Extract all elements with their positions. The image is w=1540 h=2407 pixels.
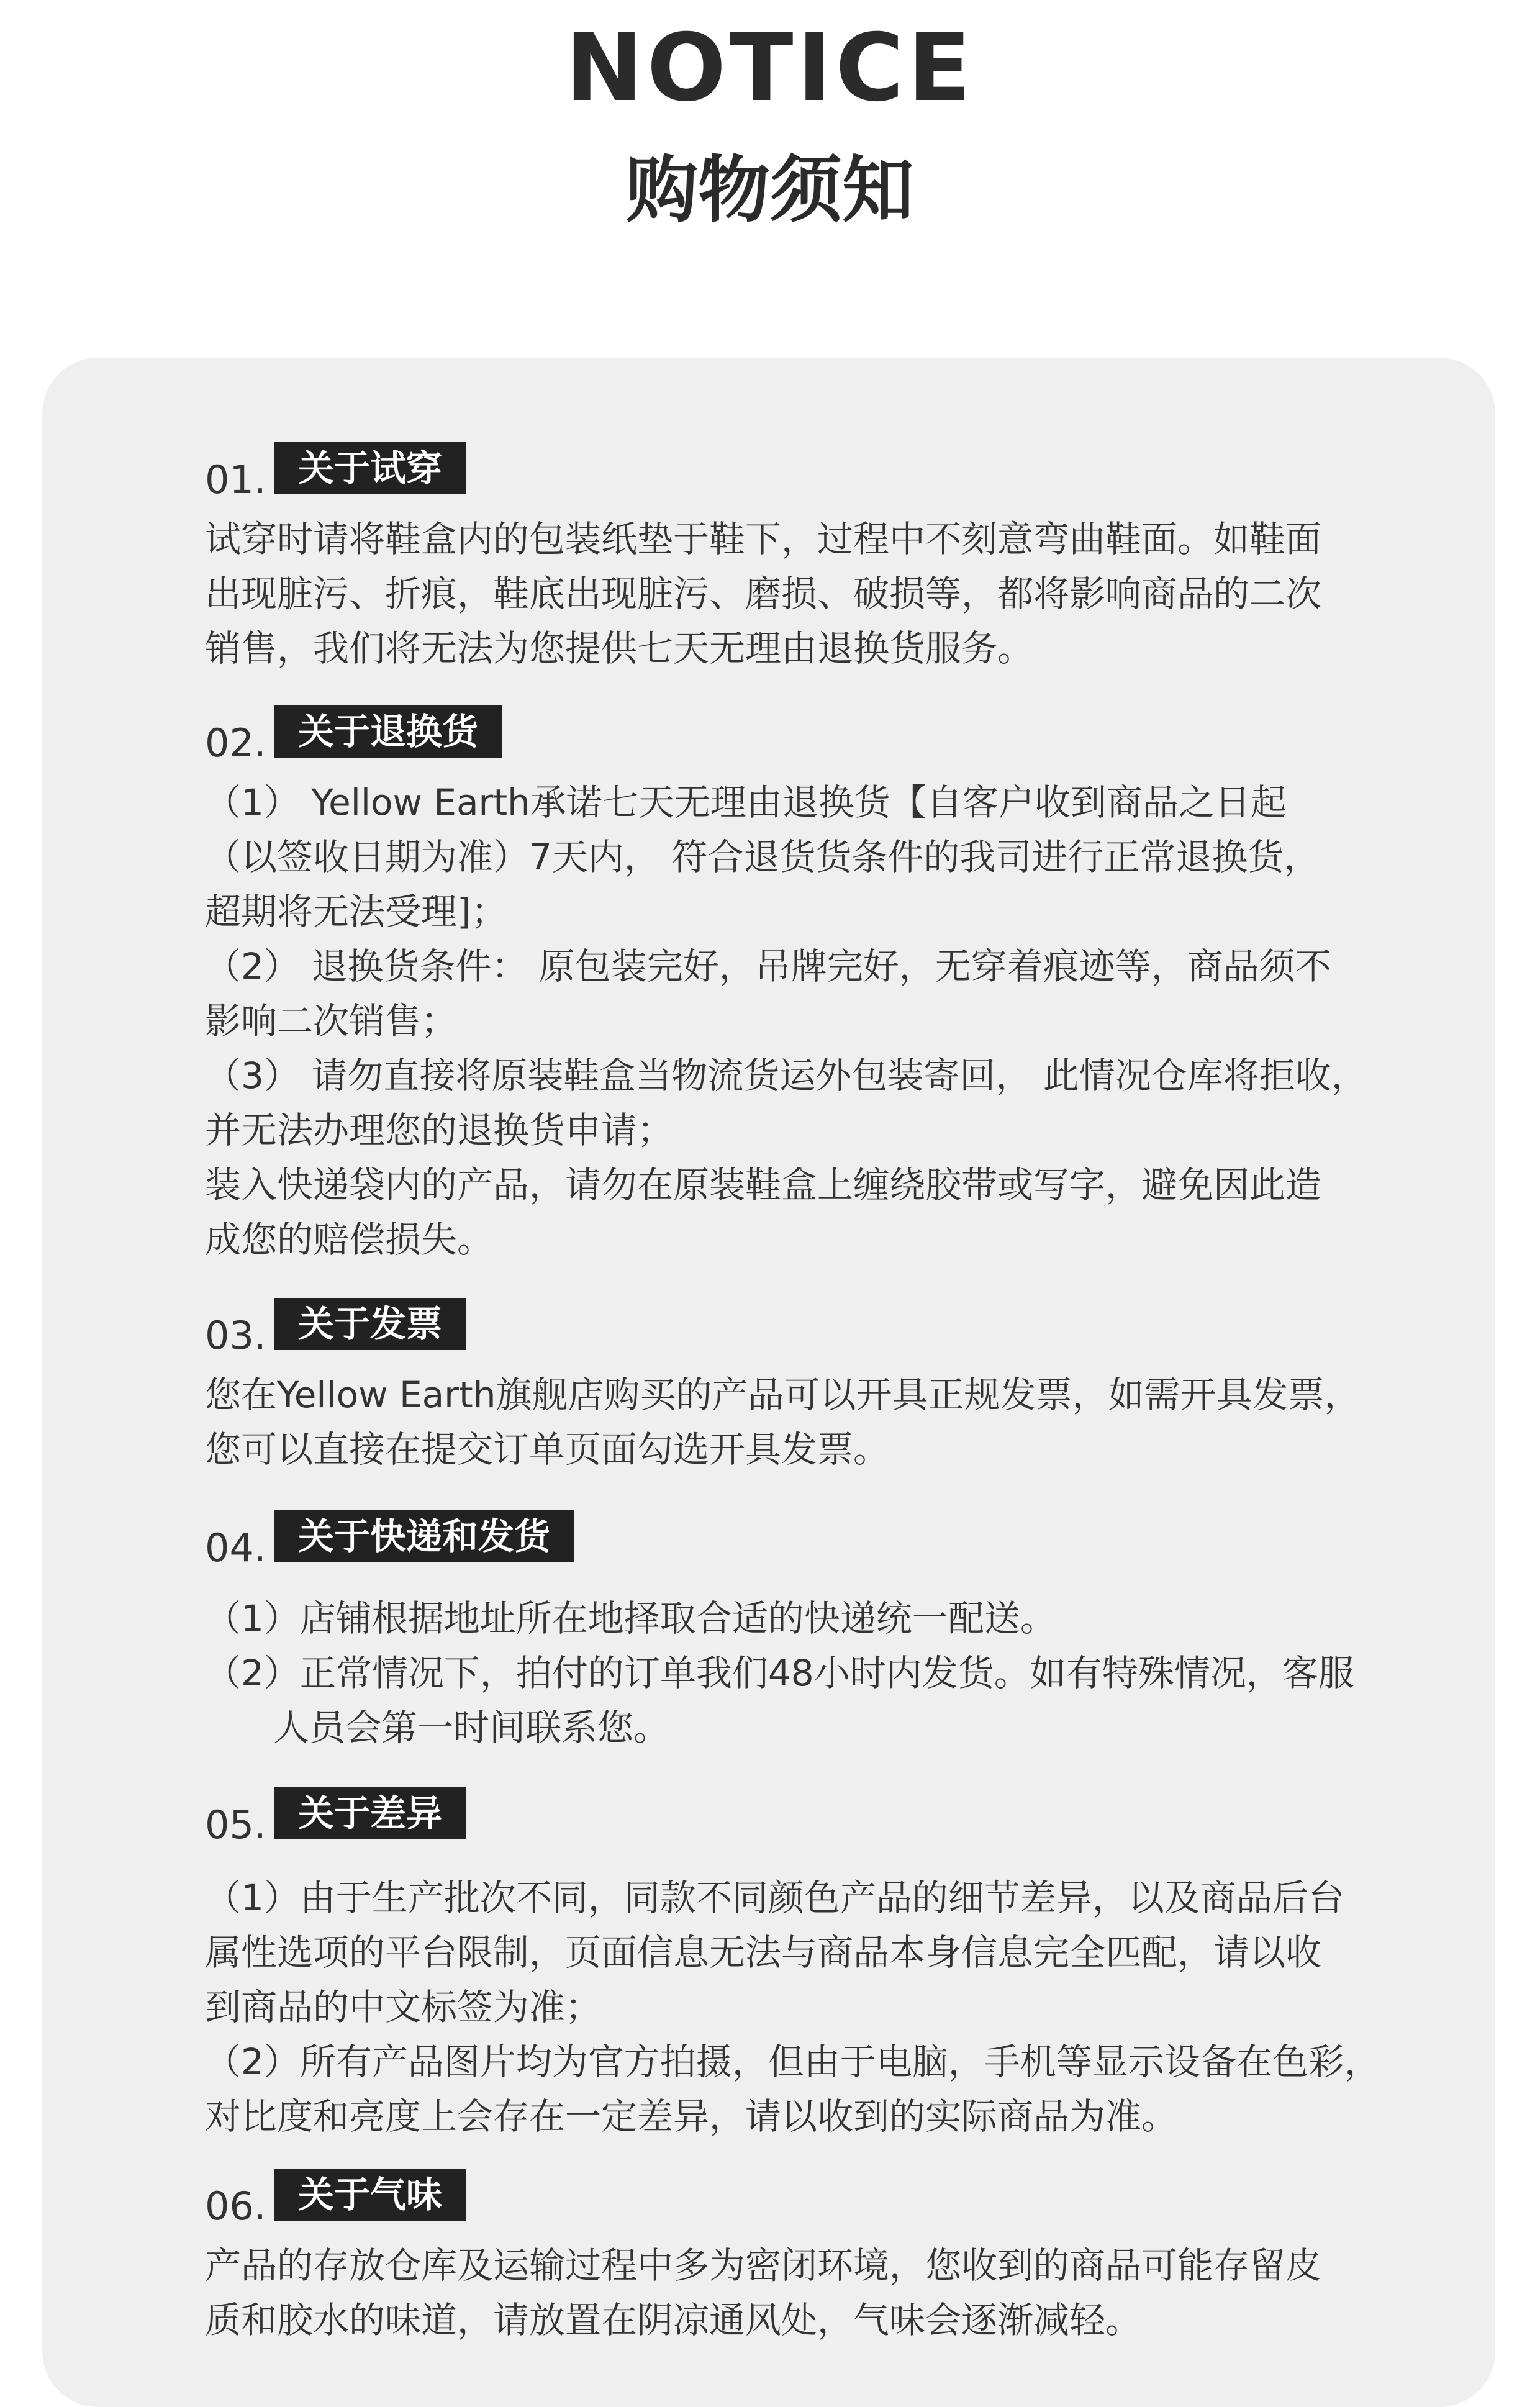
section-line: 您可以直接在提交订单页面勾选开具发票。 xyxy=(205,1428,890,1471)
section-line: （1） Yellow Earth承诺七天无理由退换货【自客户收到商品之日起 xyxy=(205,781,1287,823)
section-odor xyxy=(205,2169,1385,2347)
section-body xyxy=(205,1591,1385,1755)
section-line: 产品的存放仓库及运输过程中多为密闭环境，您收到的商品可能存留皮 xyxy=(205,2244,1322,2287)
section-title-tag: 关于退换货 xyxy=(274,705,502,758)
section-line: 影响二次销售； xyxy=(205,1000,458,1042)
section-heading xyxy=(205,705,1385,766)
section-title-tag: 关于差异 xyxy=(274,1787,466,1839)
section-body xyxy=(205,1367,1385,1477)
section-line: 质和胶水的味道，请放置在阴凉通风处，气味会逐渐减轻。 xyxy=(205,2299,1142,2341)
section-line: 成您的赔偿损失。 xyxy=(205,1218,494,1261)
section-number: 05. xyxy=(205,1802,266,1847)
section-fitting xyxy=(205,442,1385,676)
section-body xyxy=(205,512,1385,676)
section-line: （以签收日期为准）7天内， 符合退货货条件的我司进行正常退换货， xyxy=(205,836,1320,878)
section-line: （1）店铺根据地址所在地择取合适的快递统一配送。 xyxy=(205,1597,1056,1639)
section-heading xyxy=(205,1298,1385,1358)
section-line: （1）由于生产批次不同，同款不同颜色产品的细节差异，以及商品后台 xyxy=(205,1877,1344,1919)
section-title-tag: 关于快递和发货 xyxy=(274,1510,574,1562)
page-title-en: NOTICE xyxy=(565,14,975,122)
section-heading xyxy=(205,2169,1385,2229)
section-invoice xyxy=(205,1298,1385,1477)
section-line: 并无法办理您的退换货申请； xyxy=(205,1109,674,1151)
section-number: 01. xyxy=(205,457,266,502)
section-heading xyxy=(205,442,1385,502)
section-line: （3） 请勿直接将原装鞋盒当物流货运外包装寄回， 此情况仓库将拒收， xyxy=(205,1054,1367,1097)
section-line: 装入快递袋内的产品，请勿在原装鞋盒上缠绕胶带或写字，避免因此造 xyxy=(205,1164,1322,1206)
section-line: 属性选项的平台限制，页面信息无法与商品本身信息完全匹配，请以收 xyxy=(205,1931,1322,1974)
section-line: （2）正常情况下，拍付的订单我们48小时内发货。如有特殊情况，客服 xyxy=(205,1652,1354,1694)
section-heading xyxy=(205,1787,1385,1847)
section-shipping xyxy=(205,1510,1385,1755)
section-line: （2） 退换货条件： 原包装完好，吊牌完好，无穿着痕迹等，商品须不 xyxy=(205,945,1331,987)
section-body xyxy=(205,775,1385,1267)
section-number: 04. xyxy=(205,1525,266,1571)
section-heading xyxy=(205,1510,1385,1571)
section-differences xyxy=(205,1787,1385,2144)
section-title-tag: 关于气味 xyxy=(274,2169,466,2221)
section-number: 03. xyxy=(205,1313,266,1358)
section-body xyxy=(205,1870,1385,2144)
section-number: 06. xyxy=(205,2183,266,2229)
section-line: （2）所有产品图片均为官方拍摄，但由于电脑，手机等显示设备在色彩， xyxy=(205,2041,1380,2083)
section-body xyxy=(205,2238,1385,2347)
section-line: 出现脏污、折痕，鞋底出现脏污、磨损、破损等，都将影响商品的二次 xyxy=(205,573,1322,615)
section-line: 试穿时请将鞋盒内的包装纸垫于鞋下，过程中不刻意弯曲鞋面。如鞋面 xyxy=(205,518,1322,560)
section-line: 对比度和亮度上会存在一定差异，请以收到的实际商品为准。 xyxy=(205,2095,1178,2137)
section-line: 到商品的中文标签为准； xyxy=(205,1986,602,2028)
section-number: 02. xyxy=(205,720,266,766)
section-returns xyxy=(205,705,1385,1267)
section-line: 您在Yellow Earth旗舰店购买的产品可以开具正规发票，如需开具发票， xyxy=(205,1374,1361,1416)
section-title-tag: 关于发票 xyxy=(274,1298,466,1350)
section-line: 销售，我们将无法为您提供七天无理由退换货服务。 xyxy=(205,627,1034,669)
section-line: 人员会第一时间联系您。 xyxy=(273,1707,670,1749)
section-line: 超期将无法受理]； xyxy=(205,891,507,933)
page-title-cn: 购物须知 xyxy=(626,148,914,232)
section-title-tag: 关于试穿 xyxy=(274,442,466,494)
